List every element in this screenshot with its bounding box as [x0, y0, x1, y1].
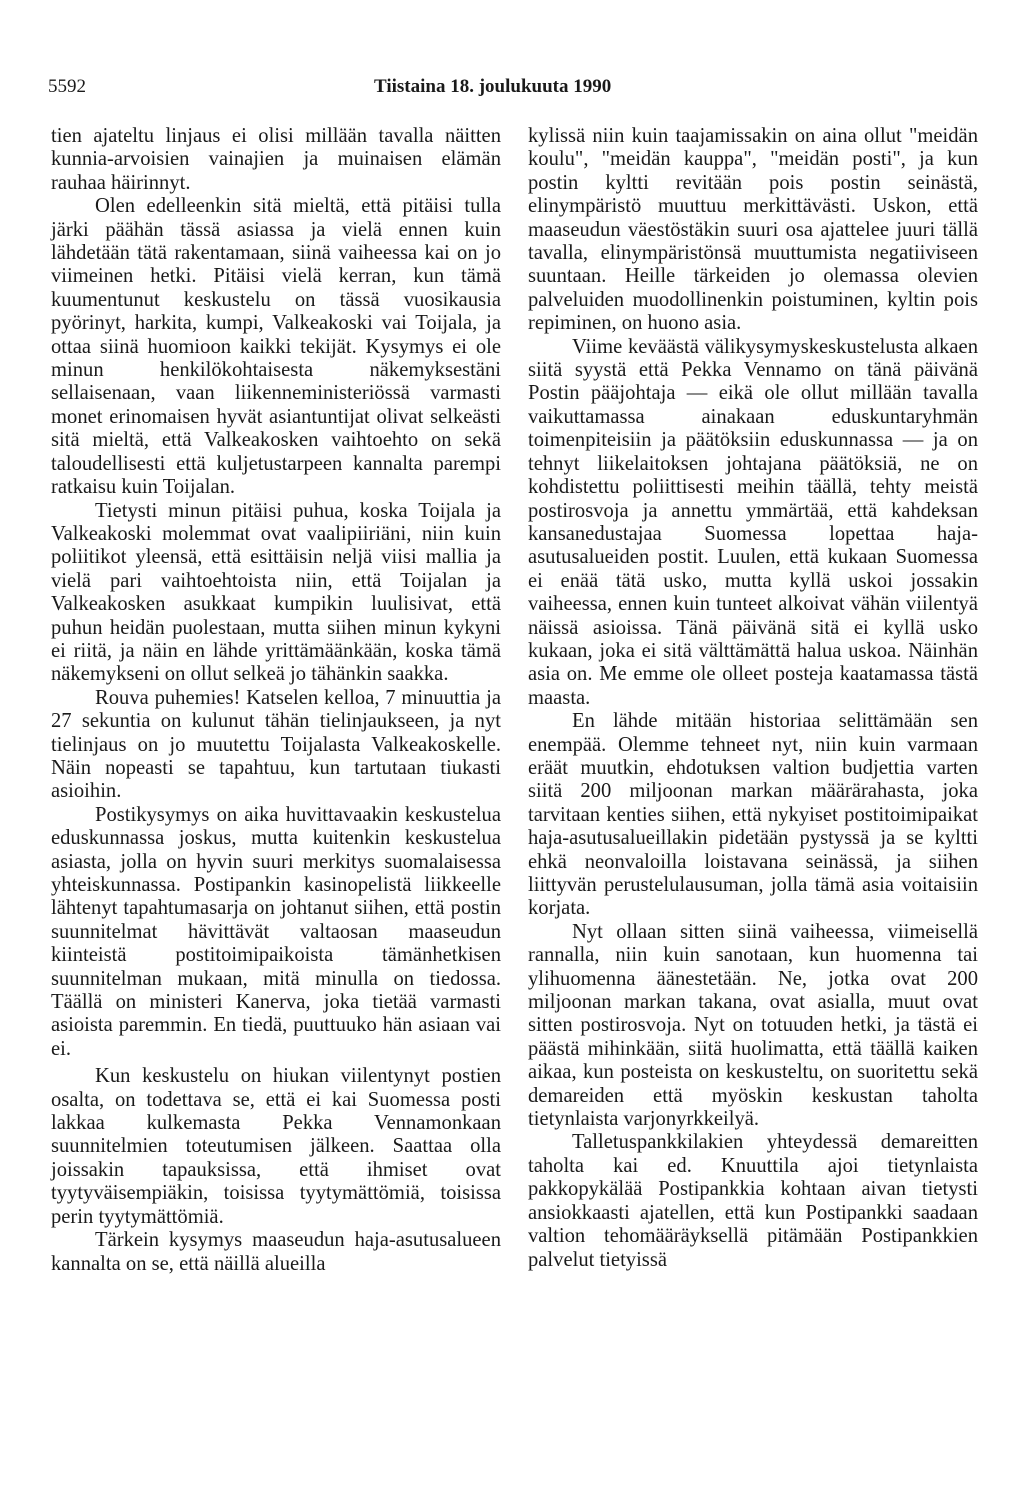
paragraph: Tärkein kysymys maaseudun haja-asutusalueen kannalta on se, että näillä alueilla — [51, 1229, 501, 1275]
paragraph: Postikysymys on aika huvittavaakin keskustelua eduskunnassa joskus, mutta kuitenkin keskustelua asiasta, jolla on hyvin suuri merkitys suomalaisessa yhteiskunnassa. Postipankin kasinopelistä liikkeelle lähtenyt tapahtumasarja on johtanut siihen, että postin suunnitelmat hävittävät valtaosan maaseudun kiinteistä postitoimipaikoista tämänhetkisen suunnitelman mukaan, mitä minulla on tiedossa. Täällä on ministeri Kanerva, joka tietää varmasti asioista paremmin. En tiedä, puuttuuko hän asiaan vai ei. — [51, 803, 501, 1060]
paragraph: kylissä niin kuin taajamissakin on aina ollut "meidän koulu", "meidän kauppa", "meidän posti", ja kun postin kyltti revitään pois postin seinästä, elinympäristö muuttuu merkittävästi. Uskon, että maaseudun väestöstäkin suuri osa ajattelee juuri tällä tavalla, elinympäristönsä muuttumista negatiiviseen suuntaan. Heille tärkeiden jo olemassa olevien palveluiden muodollinenkin poistuminen, kyltin pois repiminen, on huono asia. — [528, 125, 978, 335]
page-date: Tiistaina 18. joulukuuta 1990 — [374, 76, 612, 97]
paragraph: Olen edelleenkin sitä mieltä, että pitäisi tulla järki päähän tässä asiassa ja vielä ennen kuin lähdetään tätä rakentamaan, siinä vaiheessa kai on jo viimeinen hetki. Pitäisi vielä kerran, kun tämä kuumentunut keskustelu on tässä vuosikausia pyörinyt, harkita, kumpi, Valkeakoski vai Toijala, ja ottaa siinä huomioon kaikki tekijät. Kysymys ei ole minun henkilökohtaisesta näkemyksestäni sellaisenaan, vaan liikenneministeriössä varmasti monet erinomaisen hyvät asiantuntijat olivat selkeästi sitä mieltä, että Valkeakosken vaihtoehto on sekä taloudellisesti että kuljetustarpeen kannalta parempi ratkaisu kuin Toijalan. — [51, 195, 501, 499]
paragraph: Tietysti minun pitäisi puhua, koska Toijala ja Valkeakoski molemmat ovat vaalipiiriäni, niin kuin poliitikot yleensä, että esittäisin neljä viisi mallia ja vielä pari vaihtoehtoista niin, että Toijalan ja Valkeakosken asukkaat kumpikin luulisivat, että puhun heidän puolestaan, mutta siihen minun kykyni ei riitä, ja näin en lähde yrittämäänkään, koska tämä näkemykseni on ollut selkeä jo tähänkin saakka. — [51, 499, 501, 686]
page-number: 5592 — [48, 76, 86, 97]
paragraph: tien ajateltu linjaus ei olisi millään tavalla näitten kunnia-arvoisien vainajien ja muinaisen elämän rauhaa häirinnyt. — [51, 125, 501, 194]
paragraph: Talletuspankkilakien yhteydessä demareitten taholta kai ed. Knuuttila ajoi tietynlaista pakkopykälää Postipankkia kohtaan aivan tietysti ansiokkaasti ajatellen, että kun Postipankki saadaan valtion tehomääräyksellä pitämään Postipankkien palvelut tietyissä — [528, 1131, 978, 1271]
paragraph: Rouva puhemies! Katselen kelloa, 7 minuuttia ja 27 sekuntia on kulunut tähän tielinjaukseen, ja nyt tielinjaus on jo muutettu Toijalasta Valkeakoskelle. Näin nopeasti se tapahtuu, kun tartutaan tiukasti asioihin. — [51, 686, 501, 803]
paragraph: Kun keskustelu on hiukan viilentynyt postien osalta, on todettava se, että ei kai Suomessa posti lakkaa kulkemasta Pekka Vennamonkaan suunnitelmien toteutumisen jälkeen. Saattaa olla joissakin tapauksissa, että ihmiset ovat tyytyväisempiäkin, toisissa tyytymättömiä, toisissa perin tyytymättömiä. — [51, 1065, 501, 1228]
left-column — [51, 125, 501, 1276]
right-column — [528, 125, 978, 1272]
paragraph: Viime keväästä välikysymyskeskustelusta alkaen siitä syystä että Pekka Vennamo on tänä päivänä Postin pääjohtaja — eikä ole ollut millään tavalla vaikuttamassa ainakaan eduskuntaryhmän toimenpiteisiin ja päätöksiin eduskunnassa — ja on tehnyt liikelaitoksen johtajana päätöksiä, ne on kohdistettu poliittisesti meihin täällä, tehty meistä postirosvoja ja annettu ymmärtää, että kahdeksan kansanedustajaa Suomessa lopettaa haja-asutusalueiden postit. Luulen, että kukaan Suomessa ei enää tätä usko, mutta kyllä uskoi jossakin vaiheessa, ennen kuin tunteet alkoivat vähän viilentyä näissä asioissa. Tänä päivänä sitä ei kyllä usko kukaan, joka ei sitä välttämättä halua uskoa. Näinhän asia on. Me emme ole olleet posteja kaatamassa tästä maasta. — [528, 335, 978, 709]
paragraph: Nyt ollaan sitten siinä vaiheessa, viimeisellä rannalla, niin kuin sanotaan, kun huomenna tai ylihuomenna äänestetään. Ne, jotka ovat 200 miljoonan markan takana, ovat asialla, muut ovat sitten postirosvoja. Nyt on totuuden hetki, ja tästä ei päästä mihinkään, siitä huolimatta, että täällä kaiken aikaa, kun posteista on keskusteltu, on suoritettu sekä demareiden että myöskin keskustan taholta tietynlaista varjonyrkkeilyä. — [528, 920, 978, 1131]
paragraph: En lähde mitään historiaa selittämään sen enempää. Olemme tehneet nyt, niin kuin varmaan eräät muutkin, ehdotuksen valtion budjettia varten siitä 200 miljoonan markan määrärahasta, joka tarvitaan kenties siihen, että nykyiset postitoimipaikat haja-asutusalueillakin pidetään pystyssä ja se kyltti ehkä neonvaloilla loistavana seinässä, ja siihen liittyvän perustelulausuman, jolla tämä asia voitaisiin korjata. — [528, 710, 978, 920]
page-header — [48, 76, 978, 102]
